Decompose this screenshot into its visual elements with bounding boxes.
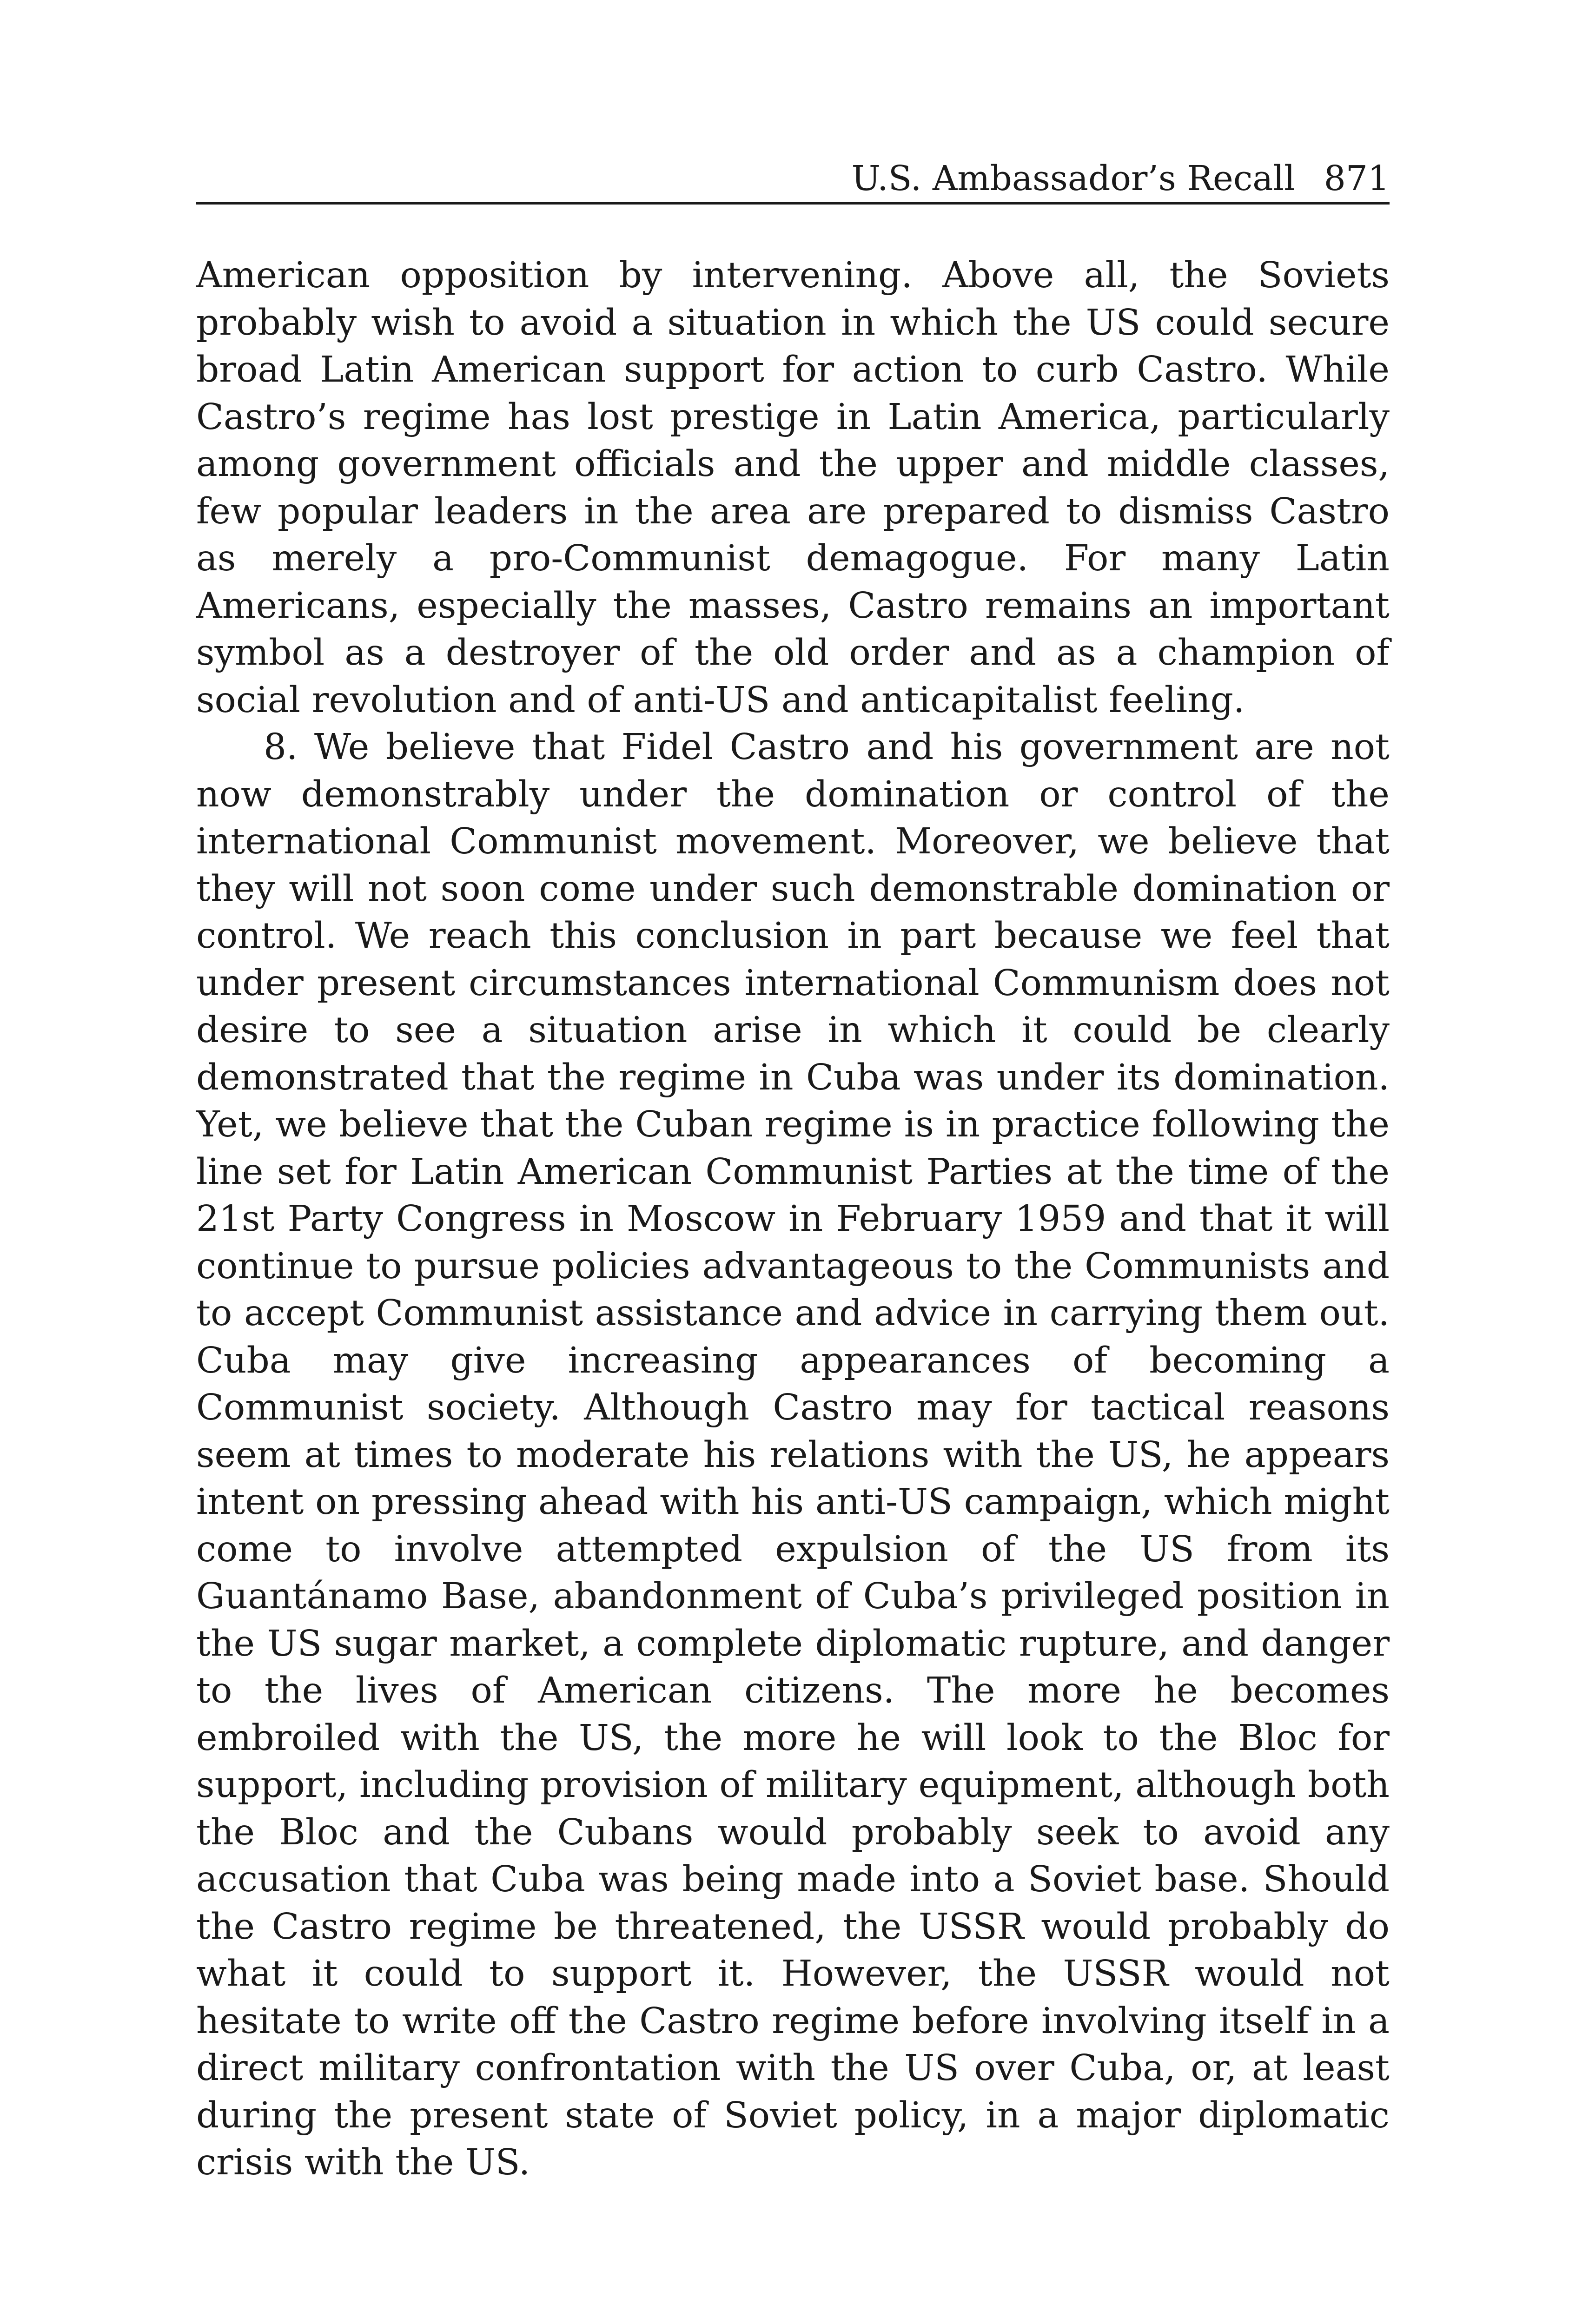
running-head-title: U.S. Ambassador’s Recall (851, 158, 1295, 198)
running-head (196, 157, 1390, 205)
paragraph-8: 8. We believe that Fidel Castro and his government are not now demonstrably under the domination or control of the international Communist movement. Moreover, we believe that they will not soon come under such demonstrable domination or control. We reach this conclusion in part because we feel that under present circumstances international Communism does not desire to see a situation arise in which it could be clearly demonstrated that the regime in Cuba was under its domination. Yet, we believe that the Cuban regime is in practice following the line set for Latin American Communist Parties at the time of the 21st Party Congress in Moscow in February 1959 and that it will continue to pursue policies advantageous to the Communists and to accept Communist assistance and advice in carrying them out. Cuba may give increasing appearances of becoming a Communist society. Although Castro may for tactical reasons seem at times to moderate his relations with the US, he appears intent on pressing ahead with his anti-US campaign, which might come to involve attempted expulsion of the US from its Guantánamo Base, abandonment of Cuba’s privileged position in the US sugar market, a complete diplomatic rupture, and danger to the lives of American citizens. The more he becomes embroiled with the US, the more he will look to the Bloc for support, including provision of military equipment, although both the Bloc and the Cubans would probably seek to avoid any accusation that Cuba was being made into a Soviet base. Should the Castro regime be threatened, the USSR would probably do what it could to support it. However, the USSR would not hesitate to write off the Castro regime before involving itself in a direct military confrontation with the US over Cuba, or, at least during the present state of Soviet policy, in a major diplomatic crisis with the US. (196, 726, 1390, 2183)
paragraph-continuation: American opposition by intervening. Above all, the Soviets probably wish to avoid a situation in which the US could secure broad Latin American support for action to curb Castro. While Castro’s regime has lost prestige in Latin America, particularly among government officials and the upper and middle classes, few popular leaders in the area are prepared to dismiss Castro as merely a pro-Communist demagogue. For many Latin Americans, especially the masses, Castro remains an important symbol as a destroyer of the old order and as a champion of social revolution and of anti-US and anticapitalist feeling. (196, 255, 1390, 721)
body-text (196, 252, 1390, 2186)
page-number: 871 (1324, 158, 1390, 198)
